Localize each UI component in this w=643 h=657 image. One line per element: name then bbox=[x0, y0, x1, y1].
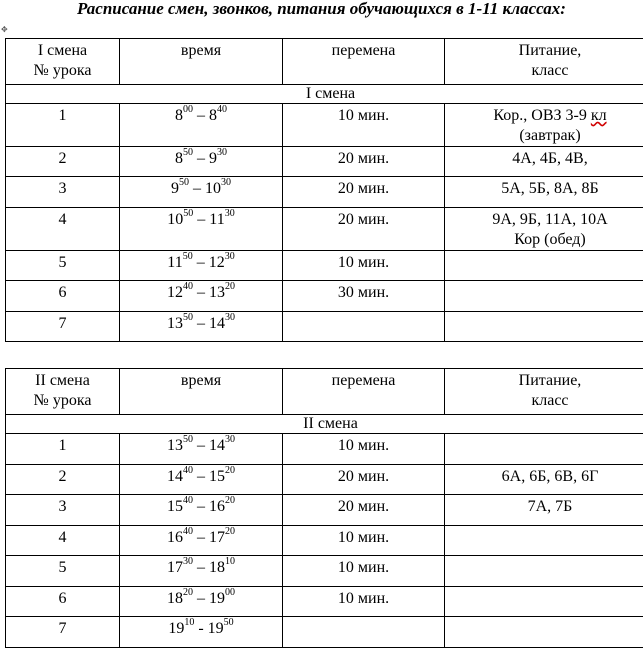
table-row bbox=[6, 495, 643, 526]
header-shift-name: I смена bbox=[37, 42, 88, 59]
lesson-time bbox=[120, 495, 283, 526]
end-minute: 10 bbox=[225, 555, 235, 567]
lesson-time bbox=[120, 208, 283, 251]
table-row bbox=[6, 208, 643, 251]
food-classes bbox=[445, 434, 643, 465]
start-hour: 16 bbox=[167, 529, 183, 546]
food-classes bbox=[445, 465, 643, 495]
food-line-2: Кор (обед) bbox=[514, 231, 586, 248]
lesson-number: 5 bbox=[6, 556, 120, 587]
start-minute: 50 bbox=[179, 176, 189, 188]
start-minute: 20 bbox=[183, 586, 193, 598]
shift-label-row bbox=[6, 415, 643, 434]
end-minute: 20 bbox=[225, 464, 235, 476]
time-separator: – bbox=[193, 150, 209, 167]
time-separator: – bbox=[193, 211, 210, 228]
time-header: время bbox=[120, 369, 283, 415]
header-lesson-no: № урока bbox=[33, 392, 92, 409]
end-hour: 17 bbox=[209, 529, 225, 546]
food-line-1 bbox=[447, 497, 643, 517]
end-hour: 19 bbox=[209, 590, 225, 607]
time-separator: – bbox=[189, 180, 205, 197]
break-duration: 20 мин. bbox=[283, 147, 445, 177]
table-row bbox=[6, 147, 643, 177]
end-minute: 50 bbox=[223, 616, 234, 628]
break-duration: 20 мин. bbox=[283, 208, 445, 251]
table-anchor-icon: ✥ bbox=[1, 25, 8, 34]
time-separator: – bbox=[193, 107, 209, 124]
end-minute: 40 bbox=[217, 103, 227, 115]
header-lesson-no: № урока bbox=[33, 62, 92, 79]
start-hour: 14 bbox=[167, 468, 183, 485]
food-text: 4А, 4Б, 4В, bbox=[512, 150, 588, 167]
food-classes bbox=[445, 147, 643, 177]
food-line-2: (завтрак) bbox=[519, 127, 581, 144]
break-duration: 20 мин. bbox=[283, 495, 445, 526]
food-line-1 bbox=[447, 106, 643, 126]
end-minute: 20 bbox=[225, 280, 235, 292]
lesson-number: 4 bbox=[6, 208, 120, 251]
lesson-time bbox=[120, 104, 283, 147]
page-title: Расписание смен, звонков, питания обучающихся в 1-11 классах: bbox=[77, 0, 566, 18]
time-separator: – bbox=[193, 590, 209, 607]
food-classes bbox=[445, 556, 643, 587]
end-hour: 10 bbox=[205, 180, 221, 197]
start-hour: 17 bbox=[167, 559, 183, 576]
table-row bbox=[6, 556, 643, 587]
end-hour: 16 bbox=[209, 498, 225, 515]
lesson-number: 4 bbox=[6, 526, 120, 556]
lesson-time bbox=[120, 177, 283, 208]
shift-label: II смена bbox=[6, 415, 643, 434]
lesson-number: 1 bbox=[6, 104, 120, 147]
table-row bbox=[6, 281, 643, 312]
time-separator: – bbox=[193, 468, 209, 485]
end-hour: 18 bbox=[209, 559, 225, 576]
lesson-time bbox=[120, 312, 283, 342]
end-hour: 14 bbox=[209, 315, 225, 332]
start-minute: 30 bbox=[183, 555, 193, 567]
food-classes bbox=[445, 208, 643, 251]
table-row bbox=[6, 251, 643, 281]
break-duration: 10 мин. bbox=[283, 556, 445, 587]
food-header-line-2: класс bbox=[531, 392, 569, 409]
header-row bbox=[6, 39, 643, 85]
food-text: 5А, 5Б, 8А, 8Б bbox=[501, 180, 599, 197]
lesson-number: 6 bbox=[6, 281, 120, 312]
table-row bbox=[6, 617, 643, 648]
break-duration: 30 мин. bbox=[283, 281, 445, 312]
start-hour: 18 bbox=[167, 590, 183, 607]
break-duration: 20 мин. bbox=[283, 177, 445, 208]
food-classes bbox=[445, 104, 643, 147]
time-separator: – bbox=[193, 437, 209, 454]
time-header: время bbox=[120, 39, 283, 85]
break-duration: 10 мин. bbox=[283, 434, 445, 465]
table-row bbox=[6, 587, 643, 617]
table-row bbox=[6, 434, 643, 465]
end-minute: 30 bbox=[221, 176, 231, 188]
lesson-number: 3 bbox=[6, 495, 120, 526]
end-minute: 20 bbox=[225, 494, 235, 506]
lesson-number: 7 bbox=[6, 312, 120, 342]
start-minute: 00 bbox=[183, 103, 193, 115]
food-header-line-2: класс bbox=[531, 62, 569, 79]
break-header: перемена bbox=[283, 369, 445, 415]
food-classes bbox=[445, 526, 643, 556]
lesson-number: 3 bbox=[6, 177, 120, 208]
food-classes bbox=[445, 587, 643, 617]
time-separator: – bbox=[193, 284, 209, 301]
start-hour: 11 bbox=[167, 254, 183, 271]
table-row bbox=[6, 526, 643, 556]
end-hour: 9 bbox=[209, 150, 217, 167]
break-duration bbox=[283, 617, 445, 648]
start-hour: 10 bbox=[167, 211, 184, 228]
break-header: перемена bbox=[283, 39, 445, 85]
food-text-spellcheck: кл bbox=[590, 107, 607, 124]
start-minute: 50 bbox=[183, 311, 193, 323]
end-minute: 30 bbox=[224, 207, 235, 219]
start-hour: 8 bbox=[175, 150, 183, 167]
lesson-number: 6 bbox=[6, 587, 120, 617]
end-minute: 00 bbox=[225, 586, 235, 598]
break-duration: 20 мин. bbox=[283, 465, 445, 495]
end-minute: 30 bbox=[225, 433, 235, 445]
food-classes bbox=[445, 495, 643, 526]
end-minute: 30 bbox=[224, 250, 235, 262]
table-row bbox=[6, 177, 643, 208]
break-duration: 10 мин. bbox=[283, 587, 445, 617]
lesson-number: 5 bbox=[6, 251, 120, 281]
start-minute: 40 bbox=[183, 525, 193, 537]
start-hour: 8 bbox=[175, 107, 183, 124]
end-hour: 14 bbox=[209, 437, 225, 454]
end-minute: 20 bbox=[225, 525, 235, 537]
lesson-time bbox=[120, 281, 283, 312]
start-minute: 40 bbox=[183, 464, 193, 476]
food-text: 6А, 6Б, 6В, 6Г bbox=[501, 468, 599, 485]
lesson-number-header bbox=[6, 369, 120, 415]
food-header bbox=[445, 39, 643, 85]
table-row bbox=[6, 104, 643, 147]
time-separator: – bbox=[193, 559, 209, 576]
food-header-line-1: Питание, bbox=[518, 42, 582, 59]
header-shift-name: II смена bbox=[35, 372, 90, 389]
food-classes bbox=[445, 251, 643, 281]
start-minute: 40 bbox=[183, 280, 193, 292]
end-hour: 13 bbox=[209, 284, 225, 301]
start-minute: 50 bbox=[183, 433, 193, 445]
break-duration: 10 мин. bbox=[283, 104, 445, 147]
end-minute: 30 bbox=[217, 146, 227, 158]
food-line-1 bbox=[447, 210, 643, 230]
time-separator: – bbox=[193, 498, 209, 515]
header-row bbox=[6, 369, 643, 415]
start-hour: 15 bbox=[167, 498, 183, 515]
start-minute: 50 bbox=[183, 146, 193, 158]
break-duration: 10 мин. bbox=[283, 251, 445, 281]
start-hour: 13 bbox=[167, 315, 183, 332]
end-minute: 30 bbox=[225, 311, 235, 323]
lesson-number: 1 bbox=[6, 434, 120, 465]
start-hour: 9 bbox=[171, 180, 179, 197]
food-header-line-1: Питание, bbox=[518, 372, 582, 389]
time-separator: – bbox=[192, 254, 209, 271]
end-hour: 11 bbox=[209, 211, 225, 228]
shift-2-table bbox=[5, 368, 643, 648]
food-line-1 bbox=[447, 149, 643, 169]
start-hour: 19 bbox=[168, 620, 185, 637]
shift-label: I смена bbox=[6, 85, 643, 104]
lesson-number: 2 bbox=[6, 465, 120, 495]
food-line-1 bbox=[447, 179, 643, 199]
shift-label-row bbox=[6, 85, 643, 104]
end-hour: 8 bbox=[209, 107, 217, 124]
end-hour: 19 bbox=[207, 620, 224, 637]
end-hour: 15 bbox=[209, 468, 225, 485]
lesson-time bbox=[120, 465, 283, 495]
food-classes bbox=[445, 281, 643, 312]
table-row bbox=[6, 465, 643, 495]
time-separator: - bbox=[194, 620, 208, 637]
start-hour: 13 bbox=[167, 437, 183, 454]
shift-1-table bbox=[5, 38, 643, 342]
food-text: 7А, 7Б bbox=[527, 498, 573, 515]
food-line-1 bbox=[447, 467, 643, 487]
food-classes bbox=[445, 177, 643, 208]
lesson-time bbox=[120, 147, 283, 177]
lesson-time bbox=[120, 251, 283, 281]
food-classes bbox=[445, 312, 643, 342]
start-hour: 12 bbox=[167, 284, 183, 301]
food-text: Кор., ОВЗ 3-9 bbox=[493, 107, 591, 124]
time-separator: – bbox=[193, 529, 209, 546]
break-duration: 10 мин. bbox=[283, 526, 445, 556]
lesson-time bbox=[120, 587, 283, 617]
lesson-time bbox=[120, 617, 283, 648]
time-separator: – bbox=[193, 315, 209, 332]
end-hour: 12 bbox=[208, 254, 225, 271]
table-row bbox=[6, 312, 643, 342]
start-minute: 50 bbox=[183, 207, 194, 219]
lesson-time bbox=[120, 526, 283, 556]
break-duration bbox=[283, 312, 445, 342]
start-minute: 10 bbox=[184, 616, 195, 628]
lesson-time bbox=[120, 434, 283, 465]
food-classes bbox=[445, 617, 643, 648]
lesson-number: 2 bbox=[6, 147, 120, 177]
start-minute: 50 bbox=[182, 250, 193, 262]
food-text: 9А, 9Б, 11А, 10А bbox=[492, 211, 608, 228]
start-minute: 40 bbox=[183, 494, 193, 506]
food-header bbox=[445, 369, 643, 415]
lesson-time bbox=[120, 556, 283, 587]
lesson-number-header bbox=[6, 39, 120, 85]
lesson-number: 7 bbox=[6, 617, 120, 648]
